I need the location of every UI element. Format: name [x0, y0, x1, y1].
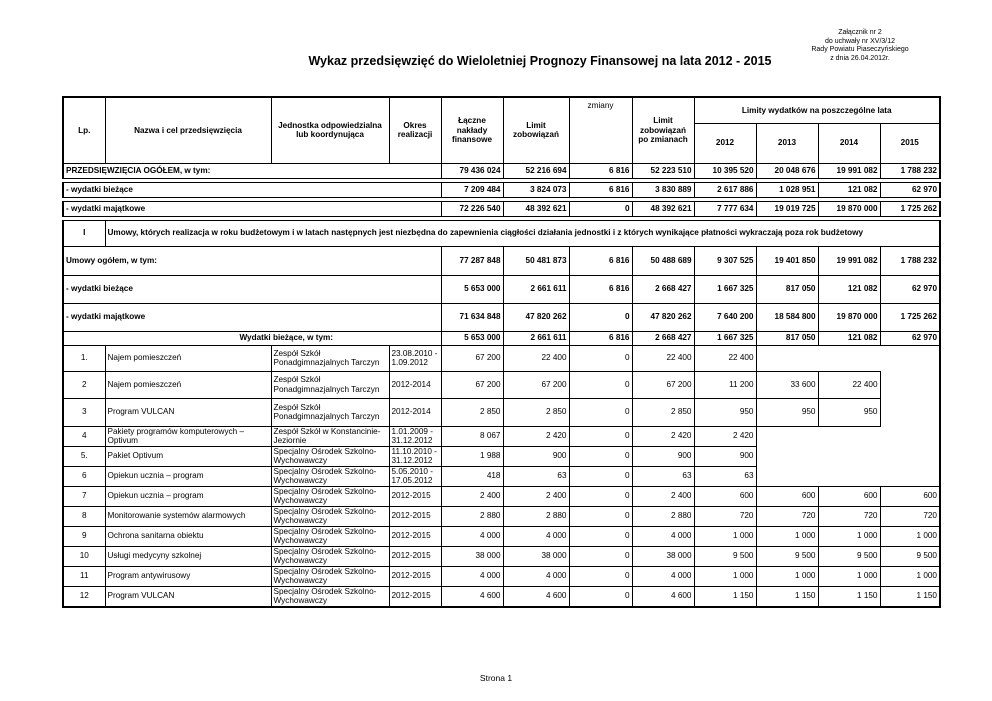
- item-name: Monitorowanie systemów alarmowych: [105, 506, 271, 526]
- item-unit: Zespół Szkół Ponadgimnazjalnych Tarczyn: [271, 345, 389, 371]
- value-cell: 720: [818, 506, 880, 526]
- value-cell: 121 082: [818, 182, 880, 197]
- value-cell: 77 287 848: [441, 246, 503, 275]
- value-cell: 3 824 073: [503, 182, 569, 197]
- value-cell: 4 000: [441, 526, 503, 546]
- value-cell: 22 400: [632, 345, 694, 371]
- header-period: Okres realizacji: [389, 97, 441, 163]
- value-cell: 1 788 232: [880, 246, 940, 275]
- item-unit: Specjalny Ośrodek Szkolno-Wychowawczy: [271, 566, 389, 586]
- value-cell: 62 970: [880, 331, 940, 345]
- section-lp: I: [63, 220, 105, 246]
- value-cell: 52 223 510: [632, 163, 694, 178]
- value-cell: 9 500: [756, 546, 818, 566]
- item-period: 5.05.2010 - 17.05.2012: [389, 466, 441, 486]
- value-cell: 1 000: [694, 526, 756, 546]
- value-cell: 67 200: [632, 371, 694, 398]
- value-cell: 0: [569, 506, 632, 526]
- value-cell: 600: [756, 486, 818, 506]
- value-cell: 2 880: [441, 506, 503, 526]
- value-cell: [756, 446, 818, 466]
- value-cell: [818, 426, 880, 446]
- value-cell: 1 667 325: [694, 275, 756, 303]
- table-row: [63, 398, 940, 426]
- value-cell: 0: [569, 398, 632, 426]
- value-cell: 720: [756, 506, 818, 526]
- item-name: Pakiet Optivum: [105, 446, 271, 466]
- value-cell: 817 050: [756, 275, 818, 303]
- value-cell: 2 661 611: [503, 275, 569, 303]
- header-name: Nazwa i cel przedsięwzięcia: [105, 97, 271, 163]
- value-cell: 67 200: [441, 371, 503, 398]
- value-cell: 62 970: [880, 275, 940, 303]
- summary-label: - wydatki majątkowe: [63, 201, 441, 216]
- value-cell: 1 150: [756, 586, 818, 607]
- item-period: 2012-2014: [389, 398, 441, 426]
- value-cell: [880, 345, 940, 371]
- value-cell: 2 617 886: [694, 182, 756, 197]
- item-name: Program VULCAN: [105, 398, 271, 426]
- value-cell: 0: [569, 486, 632, 506]
- items-body: [63, 345, 940, 607]
- table-row: [63, 546, 940, 566]
- value-cell: 1 028 951: [756, 182, 818, 197]
- value-cell: 2 400: [632, 486, 694, 506]
- value-cell: 0: [569, 466, 632, 486]
- value-cell: 19 870 000: [818, 303, 880, 331]
- value-cell: 0: [569, 546, 632, 566]
- value-cell: 0: [569, 526, 632, 546]
- item-period: 1.01.2009 - 31.12.2012: [389, 426, 441, 446]
- item-name: Ochrona sanitarna obiektu: [105, 526, 271, 546]
- value-cell: 11 200: [694, 371, 756, 398]
- value-cell: 900: [632, 446, 694, 466]
- item-unit: Specjalny Ośrodek Szkolno-Wychowawczy: [271, 526, 389, 546]
- value-cell: 2 850: [632, 398, 694, 426]
- contracts-label: - wydatki bieżące: [63, 275, 441, 303]
- value-cell: 38 000: [632, 546, 694, 566]
- item-lp: 5.: [63, 446, 105, 466]
- value-cell: 71 634 848: [441, 303, 503, 331]
- value-cell: 50 488 689: [632, 246, 694, 275]
- value-cell: 0: [569, 345, 632, 371]
- value-cell: 4 600: [441, 586, 503, 607]
- value-cell: 6 816: [569, 163, 632, 178]
- section-row: [63, 220, 940, 246]
- table-row: [63, 586, 940, 607]
- item-unit: Specjalny Ośrodek Szkolno-Wychowawczy: [271, 466, 389, 486]
- item-name: Usługi medycyny szkolnej: [105, 546, 271, 566]
- item-unit: Zespół Szkół Ponadgimnazjalnych Tarczyn: [271, 398, 389, 426]
- value-cell: 7 640 200: [694, 303, 756, 331]
- item-period: 11.10.2010 - 31.12.2012: [389, 446, 441, 466]
- value-cell: 67 200: [503, 371, 569, 398]
- value-cell: 8 067: [441, 426, 503, 446]
- value-cell: 50 481 873: [503, 246, 569, 275]
- value-cell: 4 000: [503, 566, 569, 586]
- value-cell: 5 653 000: [441, 275, 503, 303]
- value-cell: 38 000: [441, 546, 503, 566]
- item-unit: Specjalny Ośrodek Szkolno-Wychowawczy: [271, 586, 389, 607]
- item-unit: Zespół Szkół Ponadgimnazjalnych Tarczyn: [271, 371, 389, 398]
- value-cell: 0: [569, 426, 632, 446]
- annex-line: Załącznik nr 2: [838, 29, 882, 36]
- item-period: 23.08.2010 - 1.09.2012: [389, 345, 441, 371]
- value-cell: 63: [632, 466, 694, 486]
- value-cell: 2 420: [632, 426, 694, 446]
- contracts-label: Umowy ogółem, w tym:: [63, 246, 441, 275]
- value-cell: 20 048 676: [756, 163, 818, 178]
- contracts-summary-row: [63, 275, 940, 303]
- value-cell: 1 788 232: [880, 163, 940, 178]
- value-cell: 1 150: [694, 586, 756, 607]
- item-name: Najem pomieszczeń: [105, 371, 271, 398]
- item-period: 2012-2014: [389, 371, 441, 398]
- value-cell: 600: [818, 486, 880, 506]
- value-cell: 52 216 694: [503, 163, 569, 178]
- value-cell: 72 226 540: [441, 201, 503, 216]
- table-row: [63, 345, 940, 371]
- value-cell: 1 000: [756, 566, 818, 586]
- value-cell: 1 000: [756, 526, 818, 546]
- current-expenses-row: [63, 331, 940, 345]
- value-cell: 2 400: [441, 486, 503, 506]
- item-lp: 3: [63, 398, 105, 426]
- value-cell: [880, 426, 940, 446]
- item-unit: Specjalny Ośrodek Szkolno-Wychowawczy: [271, 446, 389, 466]
- value-cell: 22 400: [503, 345, 569, 371]
- item-unit: Zespół Szkół w Konstancinie-Jeziornie: [271, 426, 389, 446]
- item-name: Opiekun ucznia – program: [105, 466, 271, 486]
- summary-row: [63, 182, 940, 197]
- value-cell: 9 500: [818, 546, 880, 566]
- value-cell: 2 850: [503, 398, 569, 426]
- value-cell: 950: [818, 398, 880, 426]
- value-cell: 950: [694, 398, 756, 426]
- table-row: [63, 506, 940, 526]
- annex-line: z dnia 26.04.2012r.: [830, 54, 890, 62]
- contracts-summary-row: [63, 303, 940, 331]
- item-period: 2012-2015: [389, 546, 441, 566]
- header-year: 2012: [694, 123, 756, 163]
- item-lp: 2: [63, 371, 105, 398]
- value-cell: 0: [569, 566, 632, 586]
- item-name: Pakiety programów komputerowych – Optivum: [105, 426, 271, 446]
- contracts-summary-row: [63, 246, 940, 275]
- value-cell: 6 816: [569, 246, 632, 275]
- value-cell: 1 000: [818, 526, 880, 546]
- value-cell: 2 668 427: [632, 331, 694, 345]
- value-cell: 1 000: [694, 566, 756, 586]
- value-cell: 18 584 800: [756, 303, 818, 331]
- value-cell: 10 395 520: [694, 163, 756, 178]
- value-cell: 2 420: [694, 426, 756, 446]
- summary-label: PRZEDSIĘWZIĘCIA OGÓŁEM, w tym:: [63, 163, 441, 178]
- value-cell: 4 000: [632, 526, 694, 546]
- header-lp: Lp.: [63, 97, 105, 163]
- value-cell: 9 307 525: [694, 246, 756, 275]
- value-cell: [818, 345, 880, 371]
- value-cell: 418: [441, 466, 503, 486]
- item-lp: 9: [63, 526, 105, 546]
- value-cell: [880, 446, 940, 466]
- item-lp: 8: [63, 506, 105, 526]
- value-cell: 1 000: [880, 566, 940, 586]
- current-expenses-label: Wydatki bieżące, w tym:: [63, 331, 441, 345]
- item-unit: Specjalny Ośrodek Szkolno-Wychowawczy: [271, 546, 389, 566]
- item-lp: 12: [63, 586, 105, 607]
- value-cell: 33 600: [756, 371, 818, 398]
- value-cell: 6 816: [569, 331, 632, 345]
- value-cell: 22 400: [818, 371, 880, 398]
- header-yearly: Limity wydatków na poszczególne lata: [694, 97, 940, 123]
- header-year: 2013: [756, 123, 818, 163]
- value-cell: 1 150: [818, 586, 880, 607]
- value-cell: 67 200: [441, 345, 503, 371]
- value-cell: 48 392 621: [632, 201, 694, 216]
- value-cell: 900: [694, 446, 756, 466]
- item-unit: Specjalny Ośrodek Szkolno-Wychowawczy: [271, 506, 389, 526]
- value-cell: 2 400: [503, 486, 569, 506]
- item-period: 2012-2015: [389, 506, 441, 526]
- annex-line: Rady Powiatu Piaseczyńskiego: [811, 46, 909, 53]
- item-name: Najem pomieszczeń: [105, 345, 271, 371]
- value-cell: [880, 398, 940, 426]
- summary-label: - wydatki bieżące: [63, 182, 441, 197]
- header-year: 2015: [880, 123, 940, 163]
- section-title: Umowy, których realizacja w roku budżetowym i w latach następnych jest niezbędna do zapewnienia ciągłości działania jednostki i z których wynikające płatności wykraczają poza rok budżetowy: [105, 220, 940, 246]
- value-cell: 1 667 325: [694, 331, 756, 345]
- value-cell: 950: [756, 398, 818, 426]
- value-cell: 22 400: [694, 345, 756, 371]
- table-row: [63, 466, 940, 486]
- summary-row: [63, 163, 940, 178]
- value-cell: 4 000: [632, 566, 694, 586]
- value-cell: 1 000: [818, 566, 880, 586]
- value-cell: 2 420: [503, 426, 569, 446]
- value-cell: 4 000: [503, 526, 569, 546]
- item-name: Opiekun ucznia – program: [105, 486, 271, 506]
- value-cell: 19 019 725: [756, 201, 818, 216]
- item-lp: 10: [63, 546, 105, 566]
- value-cell: 62 970: [880, 182, 940, 197]
- value-cell: 47 820 262: [503, 303, 569, 331]
- table-row: [63, 566, 940, 586]
- value-cell: 19 991 082: [818, 163, 880, 178]
- value-cell: 600: [694, 486, 756, 506]
- value-cell: 121 082: [818, 275, 880, 303]
- item-period: 2012-2015: [389, 526, 441, 546]
- item-unit: Specjalny Ośrodek Szkolno-Wychowawczy: [271, 486, 389, 506]
- header-unit: Jednostka odpowiedzialna lub koordynująca: [271, 97, 389, 163]
- table-row: [63, 446, 940, 466]
- value-cell: 38 000: [503, 546, 569, 566]
- table-row: [63, 526, 940, 546]
- item-lp: 6: [63, 466, 105, 486]
- item-lp: 11: [63, 566, 105, 586]
- value-cell: 6 816: [569, 182, 632, 197]
- annex-line: do uchwały nr XV/3/12: [824, 37, 896, 45]
- value-cell: [880, 371, 940, 398]
- value-cell: 4 600: [632, 586, 694, 607]
- summary-row: [63, 201, 940, 216]
- table-row: [63, 426, 940, 446]
- value-cell: [818, 466, 880, 486]
- value-cell: 0: [569, 303, 632, 331]
- value-cell: 2 850: [441, 398, 503, 426]
- item-period: 2012-2015: [389, 586, 441, 607]
- value-cell: 19 870 000: [818, 201, 880, 216]
- value-cell: 4 600: [503, 586, 569, 607]
- item-period: 2012-2015: [389, 486, 441, 506]
- value-cell: 1 725 262: [880, 201, 940, 216]
- value-cell: 9 500: [694, 546, 756, 566]
- value-cell: 720: [694, 506, 756, 526]
- value-cell: 0: [569, 446, 632, 466]
- item-period: 2012-2015: [389, 566, 441, 586]
- value-cell: 1 988: [441, 446, 503, 466]
- value-cell: 48 392 621: [503, 201, 569, 216]
- header-limit: Limit zobowiązań: [503, 97, 569, 163]
- value-cell: 0: [569, 586, 632, 607]
- value-cell: 47 820 262: [632, 303, 694, 331]
- value-cell: 2 880: [632, 506, 694, 526]
- value-cell: 121 082: [818, 331, 880, 345]
- page-number: Strona 1: [479, 673, 513, 683]
- value-cell: 7 777 634: [694, 201, 756, 216]
- value-cell: 5 653 000: [441, 331, 503, 345]
- value-cell: 0: [569, 201, 632, 216]
- value-cell: 3 830 889: [632, 182, 694, 197]
- value-cell: 1 000: [880, 526, 940, 546]
- value-cell: 79 436 024: [441, 163, 503, 178]
- value-cell: 4 000: [441, 566, 503, 586]
- value-cell: [818, 446, 880, 466]
- table-row: [63, 486, 940, 506]
- value-cell: 19 401 850: [756, 246, 818, 275]
- value-cell: 9 500: [880, 546, 940, 566]
- value-cell: 2 661 611: [503, 331, 569, 345]
- item-name: Program antywirusowy: [105, 566, 271, 586]
- value-cell: 19 991 082: [818, 246, 880, 275]
- value-cell: 1 725 262: [880, 303, 940, 331]
- value-cell: [756, 466, 818, 486]
- header-changes: zmiany: [569, 97, 632, 163]
- table-row: [63, 371, 940, 398]
- contracts-label: - wydatki majątkowe: [63, 303, 441, 331]
- value-cell: [756, 345, 818, 371]
- value-cell: 6 816: [569, 275, 632, 303]
- value-cell: 0: [569, 371, 632, 398]
- value-cell: 2 668 427: [632, 275, 694, 303]
- item-name: Program VULCAN: [105, 586, 271, 607]
- value-cell: 720: [880, 506, 940, 526]
- value-cell: [880, 466, 940, 486]
- header-limit-after: Limit zobowiązań po zmianach: [632, 97, 694, 163]
- value-cell: 600: [880, 486, 940, 506]
- item-lp: 1.: [63, 345, 105, 371]
- header-total: Łączne nakłady finansowe: [441, 97, 503, 163]
- value-cell: 817 050: [756, 331, 818, 345]
- projects-table: [62, 96, 941, 608]
- header-year: 2014: [818, 123, 880, 163]
- document-title: Wykaz przedsięwzięć do Wieloletniej Prognozy Finansowej na lata 2012 - 2015: [308, 54, 772, 68]
- value-cell: 1 150: [880, 586, 940, 607]
- item-lp: 4: [63, 426, 105, 446]
- value-cell: 900: [503, 446, 569, 466]
- value-cell: 2 880: [503, 506, 569, 526]
- item-lp: 7: [63, 486, 105, 506]
- value-cell: 7 209 484: [441, 182, 503, 197]
- value-cell: 63: [503, 466, 569, 486]
- value-cell: 63: [694, 466, 756, 486]
- value-cell: [756, 426, 818, 446]
